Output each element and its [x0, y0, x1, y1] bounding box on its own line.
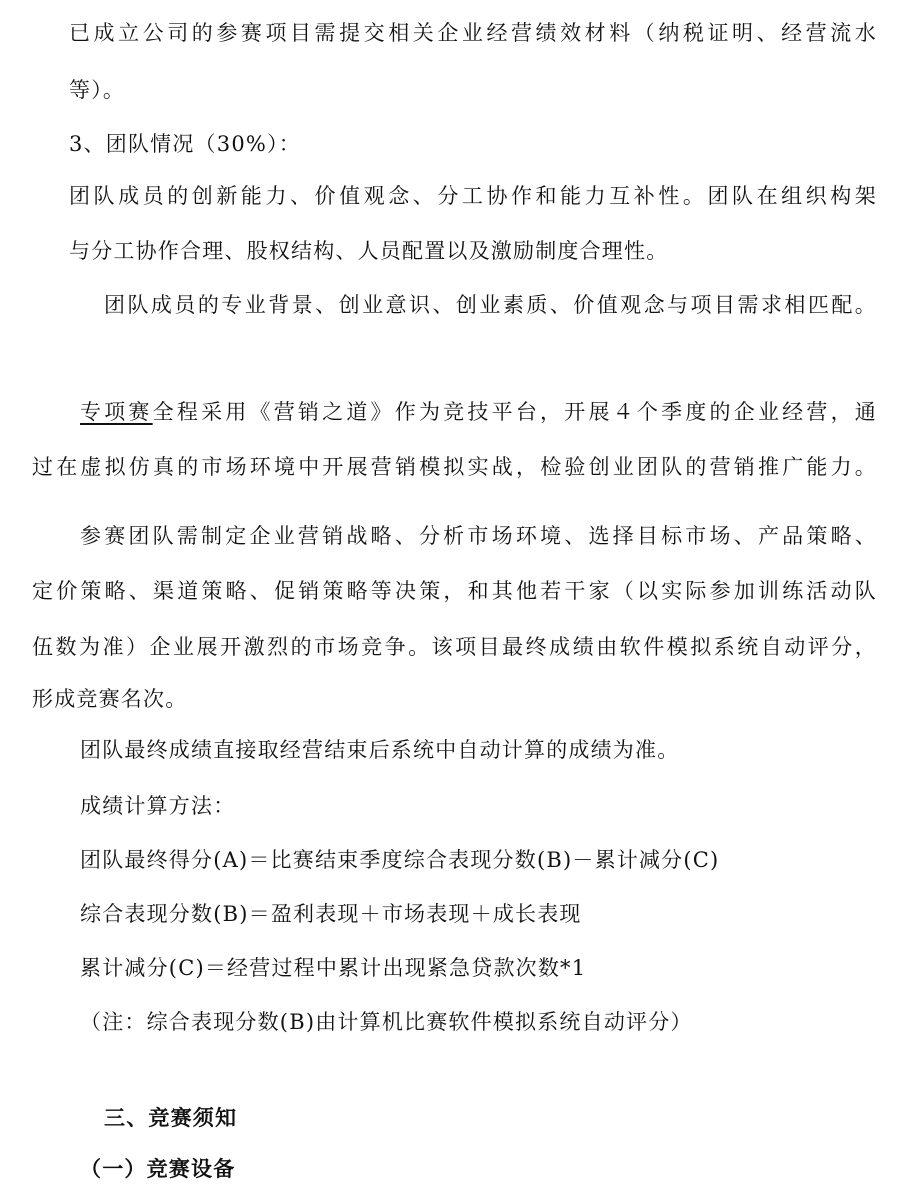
- paragraph-line: 团队成员的专业背景、创业意识、创业素质、价值观念与项目需求相匹配。: [104, 293, 877, 317]
- section-heading-team: 3、团队情况（30%）：: [69, 132, 301, 156]
- paragraph-line: 形成竞赛名次。: [32, 687, 188, 711]
- section-heading-notice: 三、竞赛须知: [104, 1105, 238, 1130]
- formula-line: 累计减分(C)＝经营过程中累计出现紧急贷款次数*1: [80, 956, 587, 980]
- paragraph-line: [80, 398, 877, 426]
- paragraph-line: 伍数为准）企业展开激烈的市场竞争。该项目最终成绩由软件模拟系统自动评分，: [32, 635, 877, 659]
- paragraph-line: 团队成员的创新能力、价值观念、分工协作和能力互补性。团队在组织构架: [69, 184, 877, 208]
- paragraph-line: 与分工协作合理、股权结构、人员配置以及激励制度合理性。: [69, 239, 669, 263]
- note-line: （注：综合表现分数(B)由计算机比赛软件模拟系统自动评分）: [80, 1010, 693, 1034]
- formula-line: 综合表现分数(B)＝盈利表现＋市场表现＋成长表现: [80, 902, 582, 926]
- paragraph-line: 团队最终成绩直接取经营结束后系统中自动计算的成绩为准。: [80, 738, 680, 762]
- formula-line: 团队最终得分(A)＝比赛结束季度综合表现分数(B)－累计减分(C): [80, 848, 720, 872]
- subsection-heading-equipment: （一）竞赛设备: [80, 1156, 236, 1181]
- paragraph-line: 等）。: [69, 78, 126, 102]
- paragraph-line: 定价策略、渠道策略、促销策略等决策，和其他若干家（以实际参加训练活动队: [32, 579, 877, 603]
- paragraph-line: 已成立公司的参赛项目需提交相关企业经营绩效材料（纳税证明、经营流水: [69, 21, 877, 45]
- paragraph-text: 全程采用《营销之道》作为竞技平台，开展４个季度的企业经营，通: [152, 400, 877, 424]
- special-contest-title: 专项赛: [80, 400, 153, 424]
- paragraph-line: 过在虚拟仿真的市场环境中开展营销模拟实战，检验创业团队的营销推广能力。: [32, 455, 877, 479]
- method-label: 成绩计算方法：: [80, 794, 236, 818]
- paragraph-line: 参赛团队需制定企业营销战略、分析市场环境、选择目标市场、产品策略、: [80, 524, 877, 548]
